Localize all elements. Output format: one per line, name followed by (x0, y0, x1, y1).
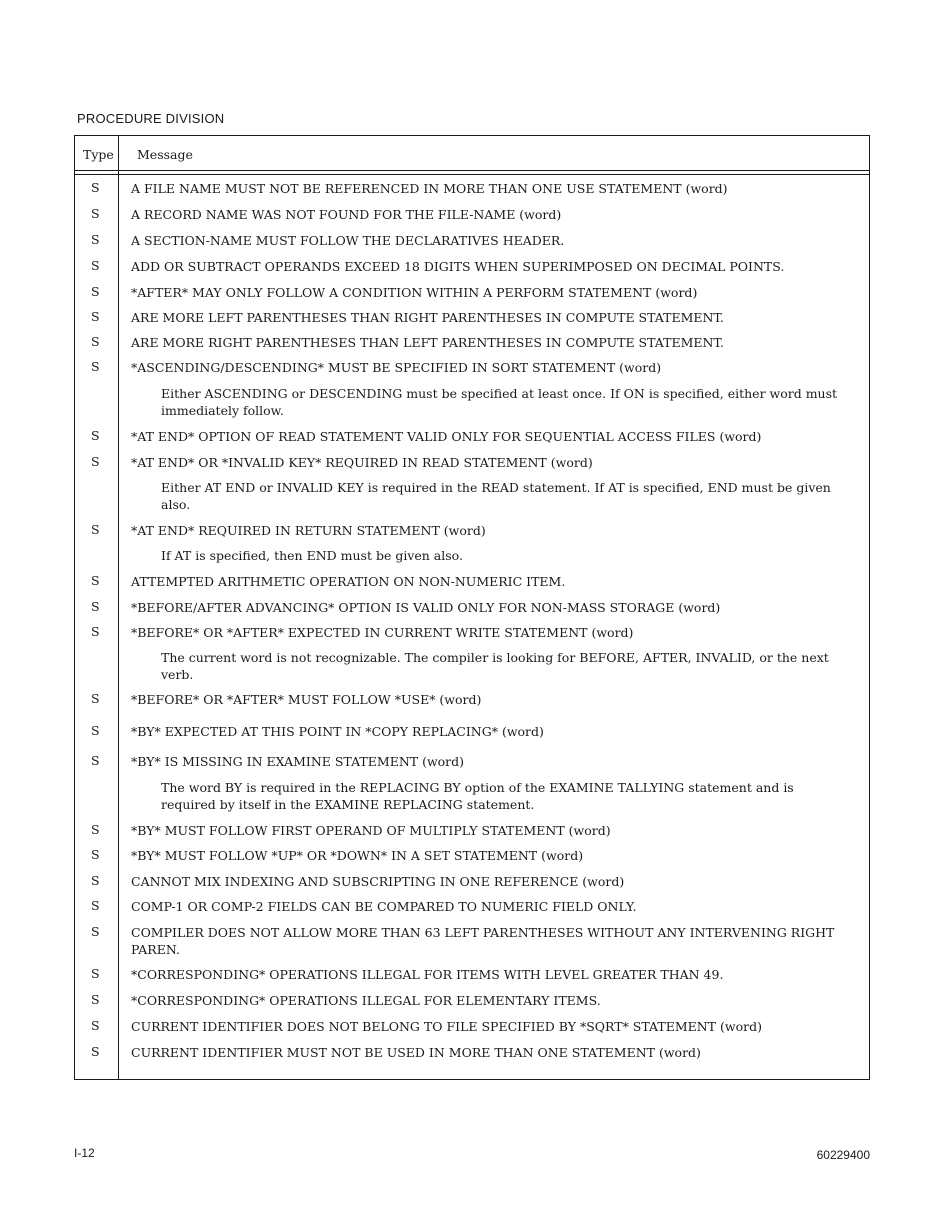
row-message: *BY* MUST FOLLOW *UP* OR *DOWN* IN A SET STATEMENT (word) (131, 848, 584, 863)
row-message: *AFTER* MAY ONLY FOLLOW A CONDITION WITHIN A PERFORM STATEMENT (word) (131, 285, 698, 300)
row-message: *BY* EXPECTED AT THIS POINT IN *COPY REPLACING* (word) (131, 724, 544, 739)
row-type: S (91, 180, 100, 195)
row-message: *BY* IS MISSING IN EXAMINE STATEMENT (word) (131, 754, 465, 769)
row-message: ATTEMPTED ARITHMETIC OPERATION ON NON-NUMERIC ITEM. (131, 574, 566, 589)
row-message: *AT END* OR *INVALID KEY* REQUIRED IN READ STATEMENT (word) (131, 455, 593, 470)
row-message: *AT END* OPTION OF READ STATEMENT VALID ONLY FOR SEQUENTIAL ACCESS FILES (word) (131, 429, 762, 444)
row-note: If AT is specified, then END must be given also. (161, 548, 463, 563)
row-message: *BEFORE* OR *AFTER* EXPECTED IN CURRENT WRITE STATEMENT (word) (131, 625, 634, 640)
row-message: COMP-1 OR COMP-2 FIELDS CAN BE COMPARED TO NUMERIC FIELD ONLY. (131, 899, 637, 914)
header-rule-double (75, 174, 869, 175)
row-type: S (91, 924, 100, 939)
row-type: S (91, 454, 100, 469)
row-message: *BEFORE/AFTER ADVANCING* OPTION IS VALID ONLY FOR NON-MASS STORAGE (word) (131, 600, 721, 615)
message-table (74, 135, 870, 1080)
column-header-message: Message (137, 147, 193, 162)
row-type: S (91, 753, 100, 768)
row-type: S (91, 359, 100, 374)
row-message: CANNOT MIX INDEXING AND SUBSCRIPTING IN ONE REFERENCE (word) (131, 874, 625, 889)
row-type: S (91, 258, 100, 273)
row-type: S (91, 822, 100, 837)
row-type: S (91, 206, 100, 221)
row-type: S (91, 232, 100, 247)
row-message: ARE MORE RIGHT PARENTHESES THAN LEFT PARENTHESES IN COMPUTE STATEMENT. (131, 335, 724, 350)
row-note: The current word is not recognizable. The compiler is looking for BEFORE, AFTER, INVALID, or the next verb. (161, 650, 829, 682)
row-message: A SECTION-NAME MUST FOLLOW THE DECLARATIVES HEADER. (131, 233, 565, 248)
row-type: S (91, 334, 100, 349)
row-note: Either ASCENDING or DESCENDING must be specified at least once. If ON is specified, either word must immediately follow. (161, 386, 838, 418)
row-type: S (91, 309, 100, 324)
row-message: *BY* MUST FOLLOW FIRST OPERAND OF MULTIPLY STATEMENT (word) (131, 823, 611, 838)
row-note: The word BY is required in the REPLACING BY option of the EXAMINE TALLYING statement and is required by itself in the EXAMINE REPLACING statement. (161, 780, 794, 812)
row-type: S (91, 966, 100, 981)
row-message: *BEFORE* OR *AFTER* MUST FOLLOW *USE* (word) (131, 692, 482, 707)
row-message: COMPILER DOES NOT ALLOW MORE THAN 63 LEFT PARENTHESES WITHOUT ANY INTERVENING RIGHT PAREN. (131, 925, 835, 957)
row-type: S (91, 599, 100, 614)
row-message: ARE MORE LEFT PARENTHESES THAN RIGHT PARENTHESES IN COMPUTE STATEMENT. (131, 310, 724, 325)
row-message: *CORRESPONDING* OPERATIONS ILLEGAL FOR ELEMENTARY ITEMS. (131, 993, 601, 1008)
row-type: S (91, 522, 100, 537)
row-message: A RECORD NAME WAS NOT FOUND FOR THE FILE-NAME (word) (131, 207, 562, 222)
row-type: S (91, 723, 100, 738)
row-type: S (91, 1044, 100, 1059)
row-type: S (91, 873, 100, 888)
row-type: S (91, 428, 100, 443)
row-message: ADD OR SUBTRACT OPERANDS EXCEED 18 DIGITS WHEN SUPERIMPOSED ON DECIMAL POINTS. (131, 259, 785, 274)
row-type: S (91, 284, 100, 299)
row-type: S (91, 624, 100, 639)
header-rule (75, 170, 869, 171)
column-header-type: Type (83, 147, 114, 162)
row-type: S (91, 691, 100, 706)
row-message: A FILE NAME MUST NOT BE REFERENCED IN MORE THAN ONE USE STATEMENT (word) (131, 181, 728, 196)
row-type: S (91, 573, 100, 588)
row-message: *AT END* REQUIRED IN RETURN STATEMENT (word) (131, 523, 486, 538)
row-message: *CORRESPONDING* OPERATIONS ILLEGAL FOR ITEMS WITH LEVEL GREATER THAN 49. (131, 967, 724, 982)
row-note: Either AT END or INVALID KEY is required in the READ statement. If AT is specified, END must be given also. (161, 480, 831, 512)
row-message: *ASCENDING/DESCENDING* MUST BE SPECIFIED IN SORT STATEMENT (word) (131, 360, 662, 375)
row-type: S (91, 898, 100, 913)
section-title: PROCEDURE DIVISION (77, 111, 225, 126)
row-type: S (91, 992, 100, 1007)
column-divider (118, 136, 119, 1079)
row-message: CURRENT IDENTIFIER DOES NOT BELONG TO FILE SPECIFIED BY *SQRT* STATEMENT (word) (131, 1019, 762, 1034)
row-message: CURRENT IDENTIFIER MUST NOT BE USED IN MORE THAN ONE STATEMENT (word) (131, 1045, 701, 1060)
row-type: S (91, 1018, 100, 1033)
document-number: 60229400 (816, 1148, 870, 1162)
row-type: S (91, 847, 100, 862)
page-number: I-12 (74, 1146, 95, 1160)
